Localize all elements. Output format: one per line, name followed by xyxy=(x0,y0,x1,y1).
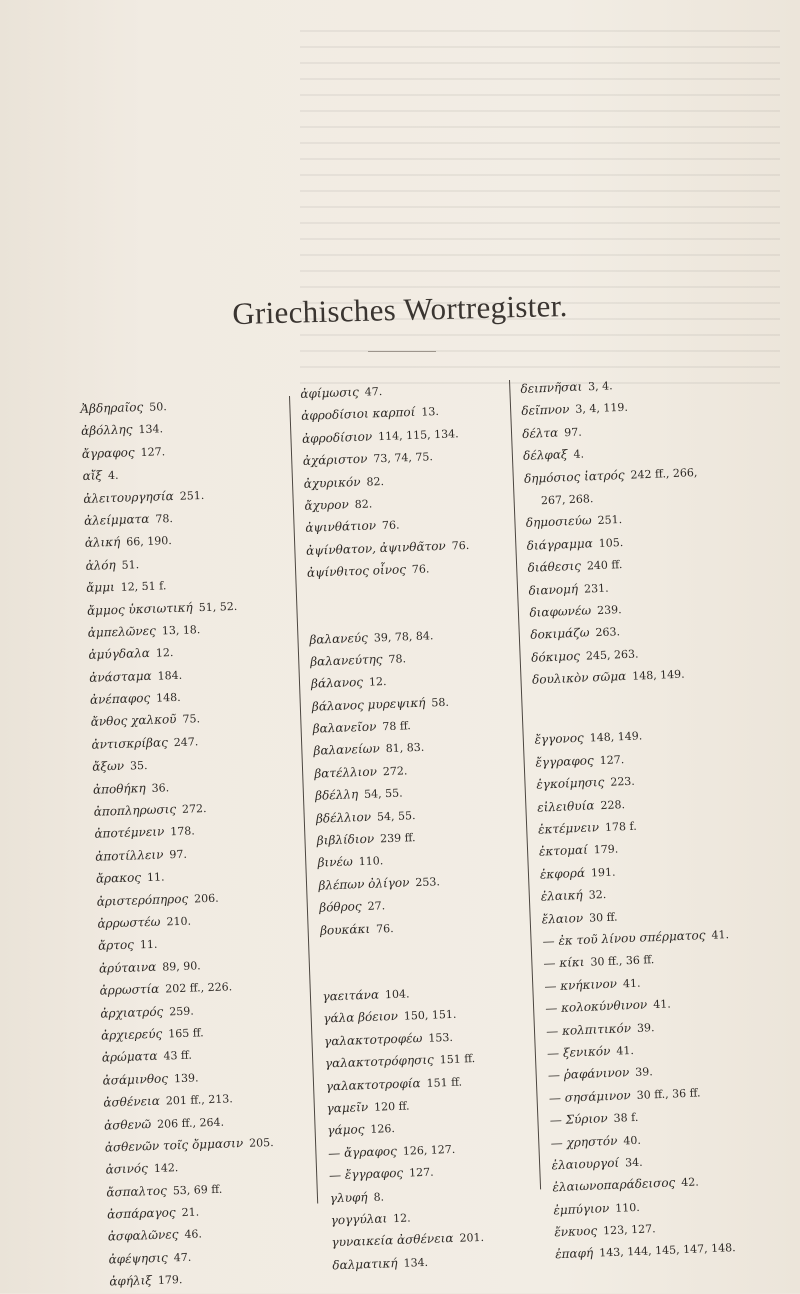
entry-term: ἀφροδίσιοι καρποί xyxy=(300,405,416,424)
entry-term: δεῖπνον xyxy=(521,402,570,419)
entry-term: ἀσινός xyxy=(105,1161,149,1177)
entry-term: βουκάκι xyxy=(319,921,371,938)
entry-term: γαμεῖν xyxy=(326,1099,369,1116)
entry-term: γυναικεία ἀσθένεια xyxy=(331,1231,454,1250)
entry-refs: 76. xyxy=(375,921,394,936)
entry-refs: 127. xyxy=(599,752,625,767)
entry-refs: 54, 55. xyxy=(363,786,403,802)
entry-refs: 39. xyxy=(635,1065,654,1080)
entry-refs: 38 f. xyxy=(613,1110,639,1125)
entry-term: ἀρύταινα xyxy=(98,959,157,976)
entry-refs: 78 ff. xyxy=(382,719,412,734)
entry-refs: 47. xyxy=(364,384,383,399)
entry-refs: 205. xyxy=(248,1135,274,1150)
entry-term: ἀχάριστον xyxy=(302,451,368,469)
entry-term: γλυφή xyxy=(329,1189,368,1205)
entry-refs: 178 f. xyxy=(604,819,637,834)
entry-refs: 105. xyxy=(598,535,624,550)
entry-refs: 150, 151. xyxy=(403,1008,457,1023)
entry-term: ἀσθένεια xyxy=(103,1093,161,1110)
entry-term: ἐπαφή xyxy=(554,1246,594,1262)
entry-term: ἀψίνθιτος οἶνος xyxy=(306,562,407,580)
entry-refs: 240 ff. xyxy=(586,558,623,573)
entry-refs: 13, 18. xyxy=(161,623,201,638)
entry-refs: 35. xyxy=(129,759,148,773)
entry-refs: 263. xyxy=(595,625,621,640)
entry-term: δέλτα xyxy=(521,425,559,441)
entry-refs: 242 ff., 266, xyxy=(630,465,698,482)
entry-refs: 179. xyxy=(157,1273,183,1288)
entry-refs: 104. xyxy=(384,987,410,1002)
entry-refs: 89, 90. xyxy=(162,959,201,974)
entry-refs: 54, 55. xyxy=(376,808,416,824)
entry-refs: 82. xyxy=(366,474,385,489)
entry-term: ἄξων xyxy=(92,758,125,775)
entry-term: ἀσάμινθος xyxy=(102,1071,169,1088)
entry-term: — χρηστόν xyxy=(550,1133,618,1150)
entry-term: βάλανος xyxy=(310,675,364,692)
entry-term: βαλανεῖον xyxy=(312,719,377,736)
entry-term: δουλικὸν σῶμα xyxy=(531,669,627,687)
entry-refs: 51, 52. xyxy=(198,599,238,614)
entry-term: δόκιμος xyxy=(530,648,581,665)
entry-refs: 191. xyxy=(590,865,616,880)
entry-refs: 267, 268. xyxy=(540,492,594,508)
entry-refs: 259. xyxy=(169,1004,194,1018)
entry-term: ἔλαιον xyxy=(541,910,584,927)
entry-term: δαλματική xyxy=(332,1255,398,1273)
entry-term: ἀλείμματα xyxy=(83,511,150,528)
entry-refs: 206. xyxy=(193,891,219,906)
entry-term: διανομή xyxy=(528,581,579,598)
entry-term: Ἀβδηρaῖος xyxy=(80,399,144,416)
entry-term: ἀβόλλης xyxy=(80,422,133,439)
entry-refs: 4. xyxy=(107,468,119,483)
entry-refs: 206 ff., 264. xyxy=(156,1115,225,1131)
entry-refs: 272. xyxy=(382,764,408,779)
entry-refs: 41. xyxy=(652,997,671,1012)
entry-refs: 34. xyxy=(624,1155,643,1170)
entry-refs: 42. xyxy=(680,1175,699,1190)
entry-refs: 76. xyxy=(451,538,470,553)
entry-term: — ἄγραφος xyxy=(327,1143,398,1161)
entry-refs: 134. xyxy=(403,1255,429,1270)
entry-refs: 39. xyxy=(636,1020,655,1035)
show-through-text xyxy=(300,30,780,390)
entry-term: δημοσιεύω xyxy=(525,513,592,531)
entry-refs: 27. xyxy=(367,899,386,914)
entry-term: δημόσιος ἰατρός xyxy=(523,467,625,486)
entry-refs: 178. xyxy=(170,824,195,839)
entry-term: ἀρχιατρός xyxy=(100,1004,164,1021)
entry-refs: 123, 127. xyxy=(602,1222,656,1238)
entry-term: ἐκτομαί xyxy=(538,843,589,860)
entry-refs: 202 ff., 226. xyxy=(165,980,233,996)
entry-refs: 12, 51 f. xyxy=(120,579,167,594)
entry-term: ἀποτέμνειν xyxy=(94,824,165,842)
entry-refs: 47. xyxy=(173,1250,192,1265)
entry-refs: 40. xyxy=(623,1133,642,1147)
entry-term: — κολπιτικόν xyxy=(545,1020,632,1039)
entry-refs: 3, 4, 119. xyxy=(575,401,629,417)
entry-term: δοκιμάζω xyxy=(530,625,590,643)
entry-term: ἀφροδίσιον xyxy=(301,429,373,446)
entry-refs: 253. xyxy=(415,875,441,889)
entry-term: ἐκτέμνειν xyxy=(537,820,600,837)
entry-term: ἀποθήκη xyxy=(92,780,146,797)
entry-term: ἀψινθάτιον xyxy=(305,518,377,536)
entry-refs: 97. xyxy=(169,847,188,862)
entry-term: ἀσφαλῶνες xyxy=(107,1227,179,1244)
entry-refs: 184. xyxy=(157,668,183,683)
entry-term: ἀφήλιξ xyxy=(109,1273,153,1289)
entry-term: ἀποπληρωσις xyxy=(93,802,177,819)
title-rule xyxy=(368,351,436,352)
entry-refs: 110. xyxy=(358,854,384,869)
entry-refs: 12. xyxy=(368,675,387,689)
entry-refs: 11. xyxy=(146,870,165,885)
entry-term: βινέω xyxy=(317,854,354,871)
entry-term: γάλα βόειον xyxy=(323,1009,399,1026)
entry-refs: 53, 69 ff. xyxy=(172,1182,223,1198)
entry-term: — ῥαφάνινον xyxy=(547,1065,630,1083)
entry-term: βιβλίδιον xyxy=(316,831,375,848)
entry-refs: 30 ff., 36 ff. xyxy=(636,1086,701,1102)
entry-refs: 12. xyxy=(155,646,174,660)
entry-refs: 228. xyxy=(600,797,626,812)
entry-refs: 78. xyxy=(388,652,407,666)
entry-term: ἄρακος xyxy=(95,870,142,886)
entry-refs: 13. xyxy=(421,405,440,419)
entry-term: — κνήκινον xyxy=(544,976,618,994)
entry-term: ἀρχιερεύς xyxy=(100,1026,163,1043)
entry-term: διαφωνέω xyxy=(529,603,592,620)
entry-term: βαλανεύτης xyxy=(309,652,383,669)
entry-refs: 50. xyxy=(149,400,167,414)
entry-refs: 43 ff. xyxy=(163,1048,193,1063)
entry-term: βδέλλιον xyxy=(315,809,372,826)
entry-term: ἐμπύγιον xyxy=(553,1200,610,1217)
entry-refs: 127. xyxy=(140,444,166,459)
entry-refs: 97. xyxy=(563,425,582,440)
entry-term: ἀλόη xyxy=(85,557,116,573)
entry-term: ἀχυρικόν xyxy=(303,474,361,491)
entry-refs: 201 ff., 213. xyxy=(165,1092,233,1108)
entry-refs: 76. xyxy=(411,562,430,577)
entry-refs: 272. xyxy=(181,802,207,816)
entry-refs: 148. xyxy=(155,690,181,705)
entry-refs: 110. xyxy=(614,1200,640,1215)
entry-term: — ἔγγραφος xyxy=(328,1165,404,1183)
entry-term: ἀμύγδαλα xyxy=(88,646,151,663)
entry-term: ἄνθος χαλκοῦ xyxy=(90,712,177,730)
entry-refs: 165 ff. xyxy=(168,1026,204,1041)
entry-refs: 251. xyxy=(179,488,205,503)
entry-refs: 12. xyxy=(392,1211,411,1226)
entry-refs: 127. xyxy=(408,1165,434,1180)
entry-refs: 231. xyxy=(583,581,609,596)
entry-term: ἀριστερόπηρος xyxy=(96,891,189,909)
entry-refs: 21. xyxy=(181,1205,200,1220)
entry-term: βατέλλιον xyxy=(314,764,378,781)
entry-refs: 239 ff. xyxy=(379,831,416,846)
group-gap xyxy=(320,936,485,986)
entry-term: — ξενικόν xyxy=(546,1043,611,1061)
entry-term: ἔγγονος xyxy=(534,731,585,748)
entry-term: γογγύλαι xyxy=(330,1211,388,1228)
entry-refs: 82. xyxy=(354,497,373,512)
entry-refs: 76. xyxy=(381,518,400,533)
entry-refs: 41. xyxy=(616,1043,635,1058)
entry-term: γαλακτοτρόφησις xyxy=(324,1052,434,1071)
index-column-2 xyxy=(300,377,496,1276)
entry-term: — ἐκ τοῦ λίνου σπέρματος xyxy=(542,927,706,949)
entry-term: βάλανος μυρεψική xyxy=(311,695,426,714)
entry-refs: 51. xyxy=(121,557,140,572)
entry-term: ἄσπαλτος xyxy=(106,1183,168,1200)
entry-term: ἀρρωστία xyxy=(99,981,160,998)
entry-refs: 251. xyxy=(597,513,623,528)
entry-term: ἐλαιωνοπαράδεισος xyxy=(552,1175,676,1195)
group-gap xyxy=(307,578,472,628)
entry-refs: 11. xyxy=(139,938,158,952)
entry-refs: 114, 115, 134. xyxy=(377,427,459,443)
entry-term: ἀφίμωσις xyxy=(300,384,360,401)
entry-refs: 41. xyxy=(711,928,730,942)
entry-refs: 30 ff., 36 ff. xyxy=(590,953,655,970)
entry-term: — Σύριον xyxy=(549,1111,608,1128)
entry-term: ἄχυρον xyxy=(304,497,349,513)
entry-refs: 126, 127. xyxy=(402,1142,456,1158)
entry-term: ἄρτος xyxy=(97,937,135,954)
entry-term: ἐγκοίμησις xyxy=(536,775,605,792)
entry-term: διάγραμμα xyxy=(526,535,594,553)
entry-refs: 58. xyxy=(431,695,450,710)
entry-term: ἀλική xyxy=(84,535,121,551)
entry-term: βαλανείων xyxy=(313,741,380,759)
entry-term xyxy=(535,493,536,507)
entry-term: ἀφέψησις xyxy=(108,1250,168,1267)
entry-refs: 120 ff. xyxy=(373,1099,410,1114)
entry-term: ἄμμι xyxy=(86,580,115,596)
entry-term: — κολοκύνθινον xyxy=(545,997,648,1016)
entry-refs: 139. xyxy=(173,1071,199,1085)
entry-term: διάθεσις xyxy=(527,558,582,575)
entry-term: ἀσπάραγος xyxy=(106,1205,176,1222)
entry-term: ἐκφορά xyxy=(539,865,586,882)
entry-refs: 73, 74, 75. xyxy=(373,450,434,466)
entry-term: ἀσθενῶ xyxy=(103,1116,152,1133)
entry-term: ἀνέπαφος xyxy=(89,690,151,707)
entry-term: ἀρώματα xyxy=(101,1049,158,1065)
entry-term: — κίκι xyxy=(543,955,585,971)
entry-term: γαειτάνα xyxy=(322,987,380,1004)
entry-refs: 81, 83. xyxy=(385,741,425,756)
entry-refs: 36. xyxy=(151,780,170,795)
entry-term: ἀψίνθατον, ἀψινθᾶτον xyxy=(305,538,446,558)
entry-term: γάμος xyxy=(327,1122,365,1138)
entry-term: βδέλλη xyxy=(314,787,359,803)
entry-refs: 153. xyxy=(428,1030,454,1045)
index-column-1 xyxy=(80,392,278,1293)
entry-refs: 142. xyxy=(153,1161,179,1176)
entry-refs: 223. xyxy=(610,774,636,789)
entry-refs: 41. xyxy=(622,976,641,991)
entry-term: βόθρος xyxy=(318,899,362,915)
entry-refs: 179. xyxy=(593,842,619,857)
entry-term: ἄμμος ὑκσιωτική xyxy=(86,599,193,618)
entry-term: — σησάμινον xyxy=(548,1087,631,1106)
entry-refs: 75. xyxy=(182,712,201,727)
index-entry xyxy=(109,1265,279,1293)
entry-refs: 148, 149. xyxy=(631,667,685,683)
entry-refs: 247. xyxy=(173,735,199,749)
entry-refs: 3, 4. xyxy=(587,379,613,394)
entry-term: ἀνάσταμα xyxy=(89,668,152,685)
entry-term: γαλακτοτροφέω xyxy=(323,1030,423,1049)
entry-term: βλέπων ὀλίγον xyxy=(318,875,410,893)
entry-refs: 210. xyxy=(166,914,192,929)
entry-term: ἀσθενῶν τοῖς ὄμμασιν xyxy=(104,1135,244,1155)
entry-refs: 143, 144, 145, 147, 148. xyxy=(598,1241,736,1260)
entry-term: ἐλαική xyxy=(540,888,584,904)
entry-term: δειπνῆσαι xyxy=(520,379,583,396)
entry-term: ἔνκυος xyxy=(554,1223,598,1240)
entry-refs: 245, 263. xyxy=(585,647,639,663)
entry-refs: 239. xyxy=(596,603,622,617)
entry-term: ἐλαιουργοί xyxy=(551,1155,620,1173)
page-title: Griechisches Wortregister. xyxy=(231,287,568,332)
entry-refs: 78. xyxy=(155,511,174,526)
entry-refs: 66, 190. xyxy=(126,534,172,549)
entry-term: ἀμπελῶνες xyxy=(87,623,157,640)
entry-term: βαλανεύς xyxy=(309,630,369,647)
entry-term: εἰλειθυία xyxy=(536,798,595,815)
entry-refs: 46. xyxy=(184,1227,203,1242)
entry-refs: 32. xyxy=(588,888,607,902)
entry-term: ἀντισκρίβας xyxy=(91,735,169,752)
entry-term: δέλφαξ xyxy=(522,447,568,464)
entry-term: ἔγγραφος xyxy=(535,753,594,770)
entry-refs: 148, 149. xyxy=(589,729,643,745)
entry-refs: 30 ff. xyxy=(588,910,618,925)
entry-refs: 201. xyxy=(459,1231,485,1246)
entry-term: ἀποτίλλειν xyxy=(94,847,164,864)
entry-term: ἀλειτουργησία xyxy=(83,488,174,506)
entry-term: ἄγραφος xyxy=(81,445,135,461)
entry-refs: 126. xyxy=(370,1122,396,1137)
entry-term: ἀρρωστέω xyxy=(97,914,161,931)
entry-term: γαλακτοτροφία xyxy=(325,1075,421,1094)
entry-refs: 39, 78, 84. xyxy=(373,628,434,644)
entry-refs: 151 ff. xyxy=(426,1075,463,1090)
entry-refs: 134. xyxy=(138,422,164,437)
entry-refs: 8. xyxy=(373,1189,385,1204)
entry-term: αἴξ xyxy=(82,468,103,484)
index-column-3 xyxy=(520,371,742,1267)
entry-refs: 151 ff. xyxy=(439,1052,476,1067)
entry-refs: 4. xyxy=(573,447,585,462)
